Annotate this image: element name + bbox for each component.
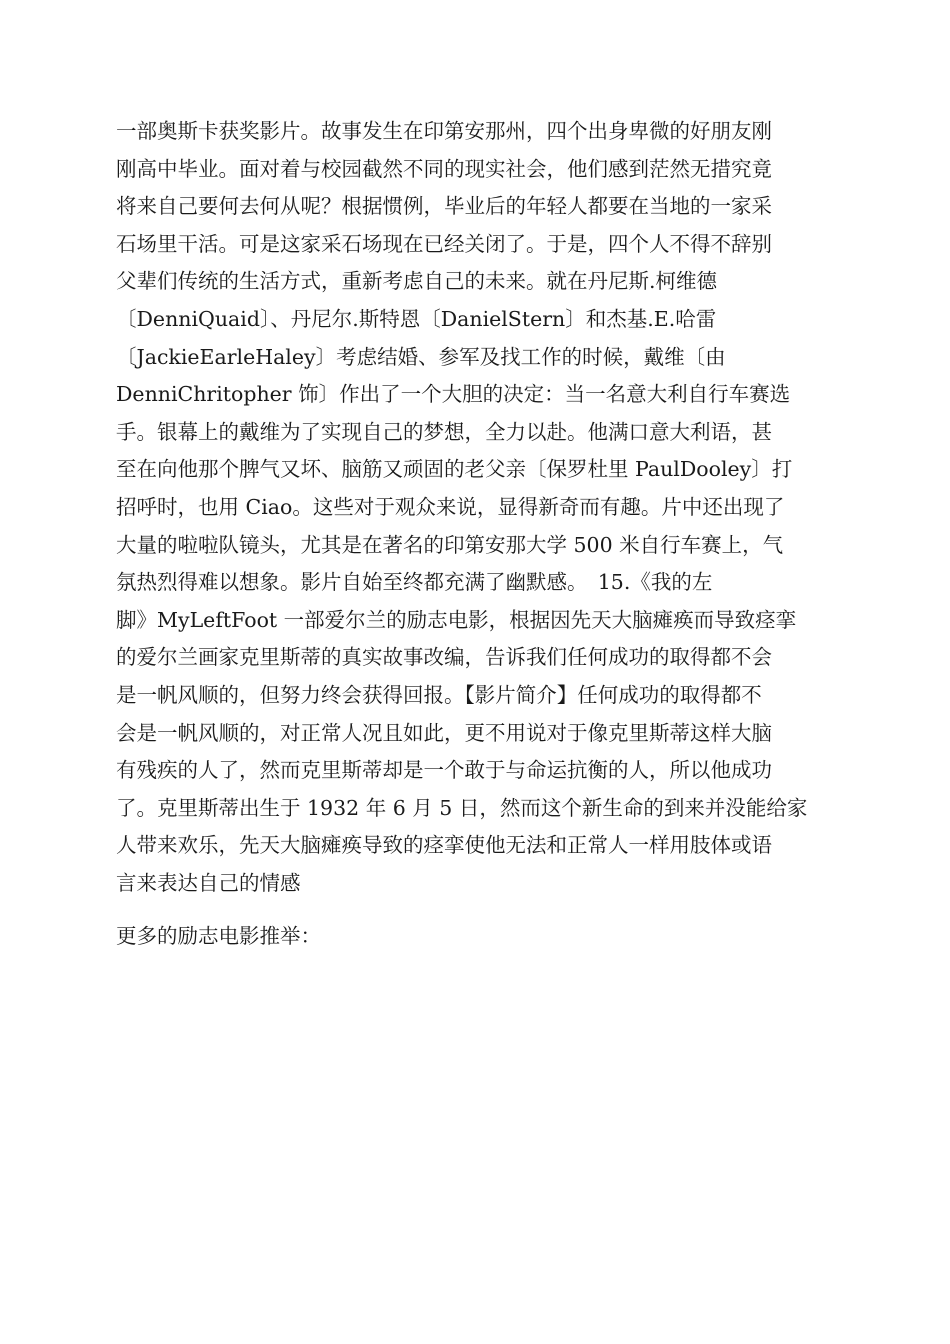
text-line: 刚高中毕业。面对着与校园截然不同的现实社会，他们感到茫然无措究竟 — [116, 156, 772, 181]
text-line: DenniChritopher 饰〕作出了一个大胆的决定：当一名意大利自行车赛选 — [116, 382, 791, 407]
text-line: 石场里干活。可是这家采石场现在已经关闭了。于是，四个人不得不辞别 — [116, 231, 772, 256]
text-line: 会是一帆风顺的，对正常人况且如此，更不用说对于像克里斯蒂这样大脑 — [116, 720, 772, 745]
text-line: 氛热烈得难以想象。影片自始至终都充满了幽默感。 15.《我的左 — [116, 570, 713, 595]
text-line: 〔JackieEarleHaley〕考虑结婚、参军及找工作的时候，戴维〔由 — [116, 344, 726, 369]
text-line: 〔DenniQuaid〕、丹尼尔.斯特恩〔DanielStern〕和杰基.E.哈雷 — [116, 306, 717, 331]
text-line: 人带来欢乐，先天大脑瘫痪导致的痉挛使他无法和正常人一样用肢体或语 — [116, 833, 772, 858]
text-line: 父辈们传统的生活方式，重新考虑自己的未来。就在丹尼斯.柯维德 — [116, 269, 718, 294]
text-line: 将来自己要何去何从呢？根据惯例，毕业后的年轻人都要在当地的一家采 — [116, 194, 772, 219]
text-line: 有残疾的人了，然而克里斯蒂却是一个敢于与命运抗衡的人，所以他成功 — [116, 758, 772, 783]
text-line: 大量的啦啦队镜头，尤其是在著名的印第安那大学 500 米自行车赛上，气 — [116, 532, 784, 557]
text-line: 脚》MyLeftFoot 一部爱尔兰的励志电影，根据因先天大脑瘫痪而导致痉挛 — [116, 607, 797, 632]
text-line: 了。克里斯蒂出生于 1932 年 6 月 5 日，然而这个新生命的到来并没能给家 — [116, 795, 808, 820]
text-line: 手。银幕上的戴维为了实现自己的梦想，全力以赴。他满口意大利语，甚 — [116, 419, 772, 444]
paragraph-gap — [116, 902, 836, 918]
document-body — [116, 113, 836, 956]
text-line: 至在向他那个脾气又坏、脑筋又顽固的老父亲〔保罗杜里 PaulDooley〕打 — [116, 457, 793, 482]
text-line: 言来表达自己的情感 — [116, 870, 301, 895]
text-line: 是一帆风顺的，但努力终会获得回报。【影片简介】任何成功的取得都不 — [116, 682, 762, 707]
text-line: 一部奥斯卡获奖影片。故事发生在印第安那州，四个出身卑微的好朋友刚 — [116, 119, 772, 143]
text-line: 招呼时，也用 Ciao。这些对于观众来说，显得新奇而有趣。片中还出现了 — [116, 494, 785, 519]
text-line: 的爱尔兰画家克里斯蒂的真实故事改编，告诉我们任何成功的取得都不会 — [116, 645, 772, 670]
footer-heading: 更多的励志电影推举： — [116, 924, 321, 949]
